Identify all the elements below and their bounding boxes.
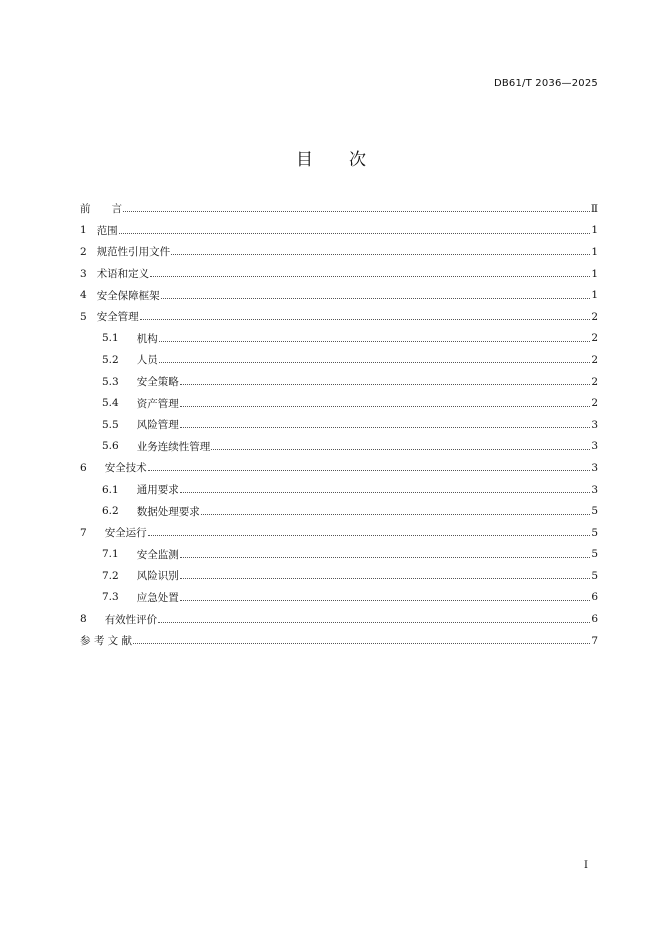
toc-entry-label: 人员 — [136, 354, 158, 367]
toc-entry-label: 前 言 — [80, 203, 122, 216]
toc-entry[interactable] — [80, 587, 598, 609]
toc-entry-page: 1 — [591, 289, 598, 302]
toc-entry-number: 5.3 — [102, 375, 119, 388]
toc-entry-page: 5 — [591, 526, 598, 539]
toc-entry-page: 2 — [591, 332, 598, 345]
toc-entry-page: 5 — [591, 548, 598, 561]
toc-entry-number: 1 — [80, 224, 87, 237]
toc-entry-label: 安全管理 — [96, 311, 139, 324]
toc-entry-number: 3 — [80, 267, 87, 280]
toc-entry[interactable] — [80, 608, 598, 630]
toc-dot-leader — [180, 406, 591, 407]
toc-dot-leader — [180, 578, 591, 579]
toc-entry[interactable] — [80, 220, 598, 242]
toc-entry-page: 6 — [591, 613, 598, 626]
toc-entry-page: 7 — [591, 634, 598, 647]
page-title — [0, 145, 662, 170]
toc-entry-page: 6 — [591, 591, 598, 604]
toc-entry[interactable] — [80, 241, 598, 263]
toc-entry-label: 应急处置 — [136, 591, 179, 604]
toc-entry[interactable] — [80, 436, 598, 458]
toc-dot-leader — [123, 211, 590, 212]
toc-entry-page: 1 — [591, 245, 598, 258]
toc-dot-leader — [180, 600, 591, 601]
toc-entry-label: 安全保障框架 — [96, 289, 160, 302]
toc-entry-page: 3 — [591, 418, 598, 431]
toc-entry-page: 2 — [591, 397, 598, 410]
toc-entry[interactable] — [80, 479, 598, 501]
toc-entry-label: 机构 — [136, 332, 158, 345]
footer-page-number: I — [584, 860, 588, 871]
toc-entry[interactable] — [80, 630, 598, 652]
toc-entry-number: 6.2 — [102, 505, 119, 518]
toc-entry-label: 风险管理 — [136, 419, 179, 432]
toc-dot-leader — [180, 492, 591, 493]
toc-dot-leader — [201, 514, 591, 515]
toc-entry[interactable] — [80, 544, 598, 566]
document-code: DB61/T 2036—2025 — [493, 78, 598, 89]
toc-entry-number: 2 — [80, 245, 87, 258]
toc-entry-page: 2 — [591, 375, 598, 388]
toc-entry-label: 安全技术 — [104, 462, 147, 475]
toc-entry-label: 安全运行 — [104, 527, 147, 540]
toc-entry-label: 规范性引用文件 — [96, 246, 171, 259]
toc-entry[interactable] — [80, 371, 598, 393]
toc-entry[interactable] — [80, 457, 598, 479]
toc-entry-label: 安全策略 — [136, 376, 179, 389]
toc-entry-label: 通用要求 — [136, 484, 179, 497]
toc-entry-label: 数据处理要求 — [136, 505, 200, 518]
toc-entry-page: 3 — [591, 440, 598, 453]
toc-entry-page: 3 — [591, 483, 598, 496]
toc-entry-number: 7.1 — [102, 548, 119, 561]
toc-entry-label: 业务连续性管理 — [136, 440, 211, 453]
toc-dot-leader — [148, 535, 591, 536]
toc-entry-number: 7 — [80, 526, 87, 539]
toc-entry-page: 1 — [591, 267, 598, 280]
toc-entry-number: 7.3 — [102, 591, 119, 604]
toc-dot-leader — [180, 557, 591, 558]
toc-entry-number: 6 — [80, 461, 87, 474]
toc-entry-page: 2 — [591, 310, 598, 323]
toc-entry-label: 风险识别 — [136, 570, 179, 583]
title-char-left: 目 — [296, 150, 313, 170]
toc-entry[interactable] — [80, 522, 598, 544]
toc-entry[interactable] — [80, 349, 598, 371]
toc-dot-leader — [180, 427, 591, 428]
toc-dot-leader — [140, 319, 591, 320]
title-char-right: 次 — [349, 150, 366, 170]
toc-entry-page: 5 — [591, 505, 598, 518]
toc-dot-leader — [150, 276, 590, 277]
toc-entry-number: 6.1 — [102, 483, 119, 496]
toc-entry-number: 7.2 — [102, 569, 119, 582]
toc-dot-leader — [159, 341, 591, 342]
toc-entry[interactable] — [80, 306, 598, 328]
toc-entry-page: 2 — [591, 353, 598, 366]
toc-entry-number: 5.1 — [102, 332, 119, 345]
toc-dot-leader — [211, 449, 590, 450]
toc-entry-number: 5 — [80, 310, 87, 323]
toc-dot-leader — [161, 298, 591, 299]
toc-entry[interactable] — [80, 284, 598, 306]
toc-entry-page: 3 — [591, 461, 598, 474]
toc-entry-label: 术语和定义 — [96, 268, 150, 281]
toc-entry[interactable] — [80, 565, 598, 587]
toc-entry[interactable] — [80, 263, 598, 285]
toc-entry-number: 4 — [80, 289, 87, 302]
toc-entry-number: 5.6 — [102, 440, 119, 453]
toc-entry-page: Ⅱ — [590, 202, 598, 215]
toc-dot-leader — [148, 470, 591, 471]
toc-entry[interactable] — [80, 414, 598, 436]
toc-entry-label: 有效性评价 — [104, 613, 158, 626]
toc-entry[interactable] — [80, 392, 598, 414]
toc-entry-label: 参 考 文 献 — [80, 635, 133, 648]
toc-entry-number: 5.4 — [102, 397, 119, 410]
toc-entry[interactable] — [80, 198, 598, 220]
toc-entry-label: 范围 — [96, 224, 118, 237]
toc-entry-label: 安全监测 — [136, 548, 179, 561]
toc-dot-leader — [119, 233, 591, 234]
toc-entry-page: 1 — [591, 224, 598, 237]
toc-entry[interactable] — [80, 500, 598, 522]
toc-dot-leader — [133, 643, 590, 644]
toc-entry[interactable] — [80, 328, 598, 350]
toc-entry-number: 5.5 — [102, 418, 119, 431]
toc-entry-page: 5 — [591, 569, 598, 582]
toc-dot-leader — [158, 622, 590, 623]
toc-entry-label: 资产管理 — [136, 397, 179, 410]
toc-dot-leader — [159, 362, 591, 363]
toc-dot-leader — [171, 254, 590, 255]
toc-entry-number: 5.2 — [102, 353, 119, 366]
toc-entry-number: 8 — [80, 613, 87, 626]
toc-dot-leader — [180, 384, 591, 385]
table-of-contents — [80, 198, 598, 651]
